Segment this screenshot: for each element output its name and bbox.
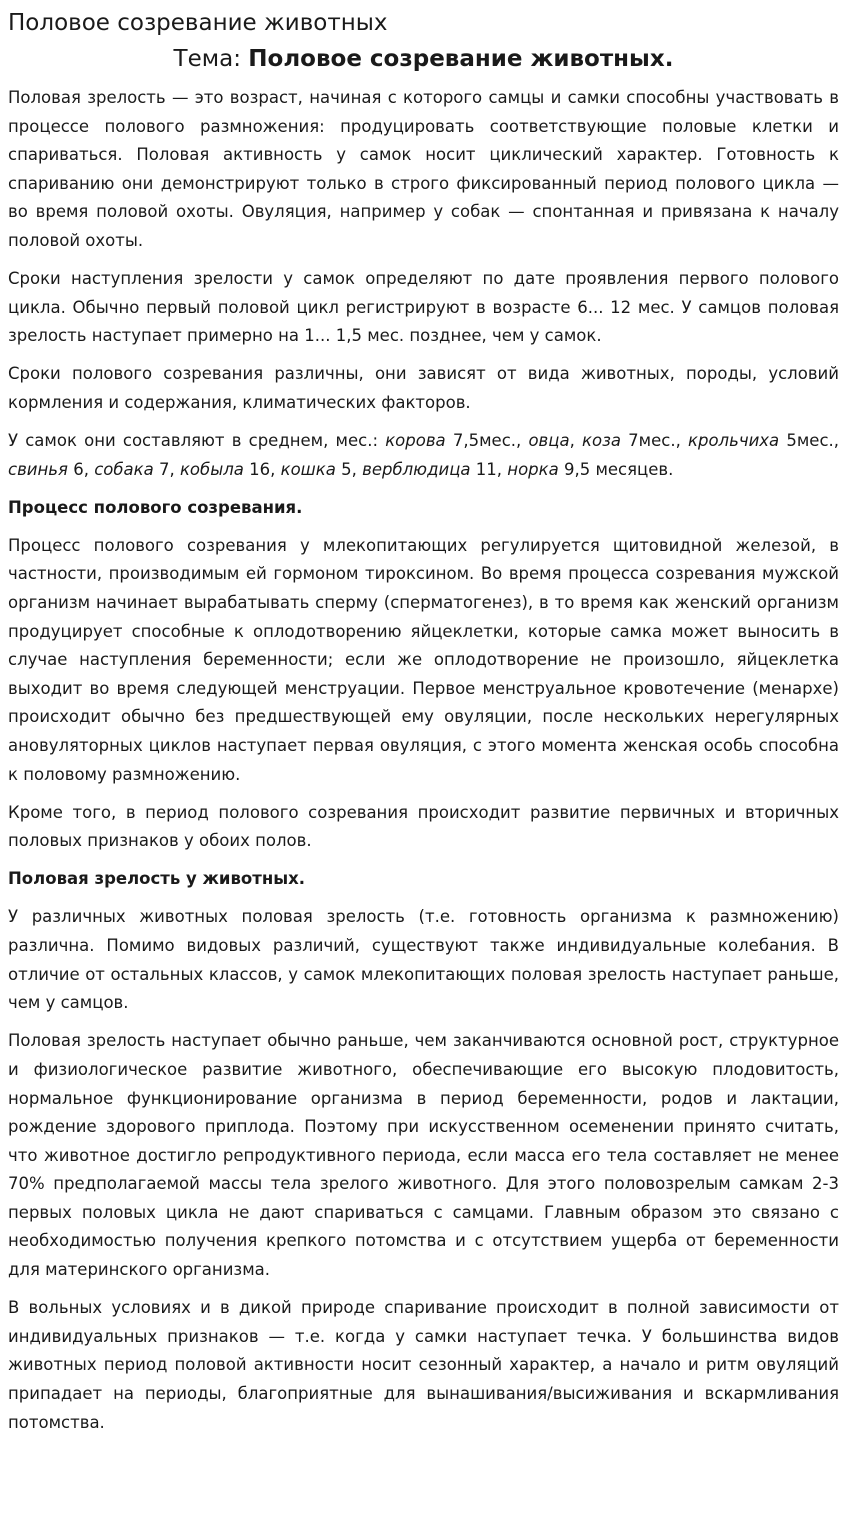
- species-cat-value: 5,: [335, 459, 363, 479]
- topic-heading: [8, 42, 839, 76]
- species-cow: корова: [385, 431, 446, 451]
- species-goat-value: 7мес.,: [621, 431, 689, 451]
- topic-prefix: Тема:: [173, 46, 249, 72]
- section-heading-maturity: Половая зрелость у животных.: [8, 869, 306, 889]
- species-pig-value: 6,: [67, 459, 95, 479]
- species-mare-value: 16,: [243, 459, 281, 479]
- document-title: Половое созревание животных: [8, 10, 388, 36]
- species-pig: свинья: [8, 459, 68, 479]
- species-rabbit-value: 5мес.,: [779, 431, 840, 451]
- species-ages-lead: У самок они составляют в среднем, мес.:: [8, 431, 386, 451]
- topic-title: Половое созревание животных.: [248, 46, 674, 72]
- paragraph-process: Процесс полового созревания у млекопитающих регулируется щитовидной железой, в частности, производимым ей гормоном тироксином. Во время процесса созревания мужской организм начинает вырабатывать сперму (сперматогенез), в то время как женский организм продуцирует способные к оплодотворению яйцеклетки, которые самка может выносить в случае наступления беременности; если же оплодотворение не произошло, яйцеклетка выходит во время следующей менструации. Первое менструальное кровотечение (менархе) происходит обычно без предшествующей ему овуляции, после нескольких нерегулярных ановуляторных циклов наступает первая овуляция, с этого момента женская особь способна к половому размножению.: [8, 535, 839, 784]
- species-dog-value: 7,: [153, 459, 180, 479]
- paragraph-definition: Половая зрелость — это возраст, начиная с которого самцы и самки способны участвовать в процессе полового размножения: продуцировать соответствующие половые клетки и спариваться. Половая активность у самок носит циклический характер. Готовность к спариванию они демонстрируют только в строго фиксированный период полового цикла — во время половой охоты. Овуляция, например у собак — спонтанная и привязана к началу половой охоты.: [8, 88, 839, 250]
- species-camel-value: 11,: [470, 459, 508, 479]
- species-dog: собака: [94, 459, 154, 479]
- paragraph-characteristics: Кроме того, в период полового созревания происходит развитие первичных и вторичных половых признаков у обоих полов.: [8, 802, 839, 851]
- species-cow-value: 7,5мес.,: [445, 431, 529, 451]
- species-goat: коза: [582, 431, 621, 451]
- species-separator: ,: [569, 431, 583, 451]
- paragraph-differences: У различных животных половая зрелость (т.е. готовность организма к размножению) различна. Помимо видовых различий, существуют также индивидуальные колебания. В отличие от остальных классов, у самок млекопитающих половая зрелость наступает раньше, чем у самцов.: [8, 907, 839, 1013]
- species-camel: верблюдица: [362, 459, 471, 479]
- paragraph-factors: Сроки полового созревания различны, они зависят от вида животных, породы, условий кормления и содержания, климатических факторов.: [8, 364, 839, 412]
- species-mink-value: 9,5 месяцев.: [558, 459, 674, 479]
- species-mink: норка: [507, 459, 559, 479]
- paragraph-wild-conditions: В вольных условиях и в дикой природе спаривание происходит в полной зависимости от индивидуальных признаков — т.е. когда у самки наступает течка. У большинства видов животных период половой активности носит сезонный характер, а начало и ритм овуляций припадает на периоды, благоприятные для вынашивания/высиживания и вскармливания потомства.: [8, 1298, 839, 1432]
- species-sheep: овца: [528, 431, 570, 451]
- paragraph-species-ages: [8, 427, 839, 484]
- species-rabbit: крольчиха: [688, 431, 780, 451]
- species-cat: кошка: [280, 459, 336, 479]
- paragraph-timing: Сроки наступления зрелости у самок определяют по дате проявления первого полового цикла. Обычно первый половой цикл регистрируют в возрасте 6... 12 мес. У самцов половая зрелость наступает примерно на 1... 1,5 мес. позднее, чем у самок.: [8, 269, 839, 346]
- section-heading-process: Процесс полового созревания.: [8, 497, 303, 517]
- species-mare: кобыла: [179, 459, 244, 479]
- paragraph-growth: Половая зрелость наступает обычно раньше, чем заканчиваются основной рост, структурное и физиологическое развитие животного, обеспечивающие его высокую плодовитость, нормальное функционирование организма в период беременности, родов и лактации, рождение здорового приплода. Поэтому при искусственном осеменении принято считать, что животное достигло репродуктивного периода, если масса его тела составляет не менее 70% предполагаемой массы тела зрелого животного. Для этого половозрелым самкам 2-3 первых половых цикла не дают спариваться с самцами. Главным образом это связано с необходимостью получения крепкого потомства и с отсутствием ущерба от беременности для материнского организма.: [8, 1031, 839, 1280]
